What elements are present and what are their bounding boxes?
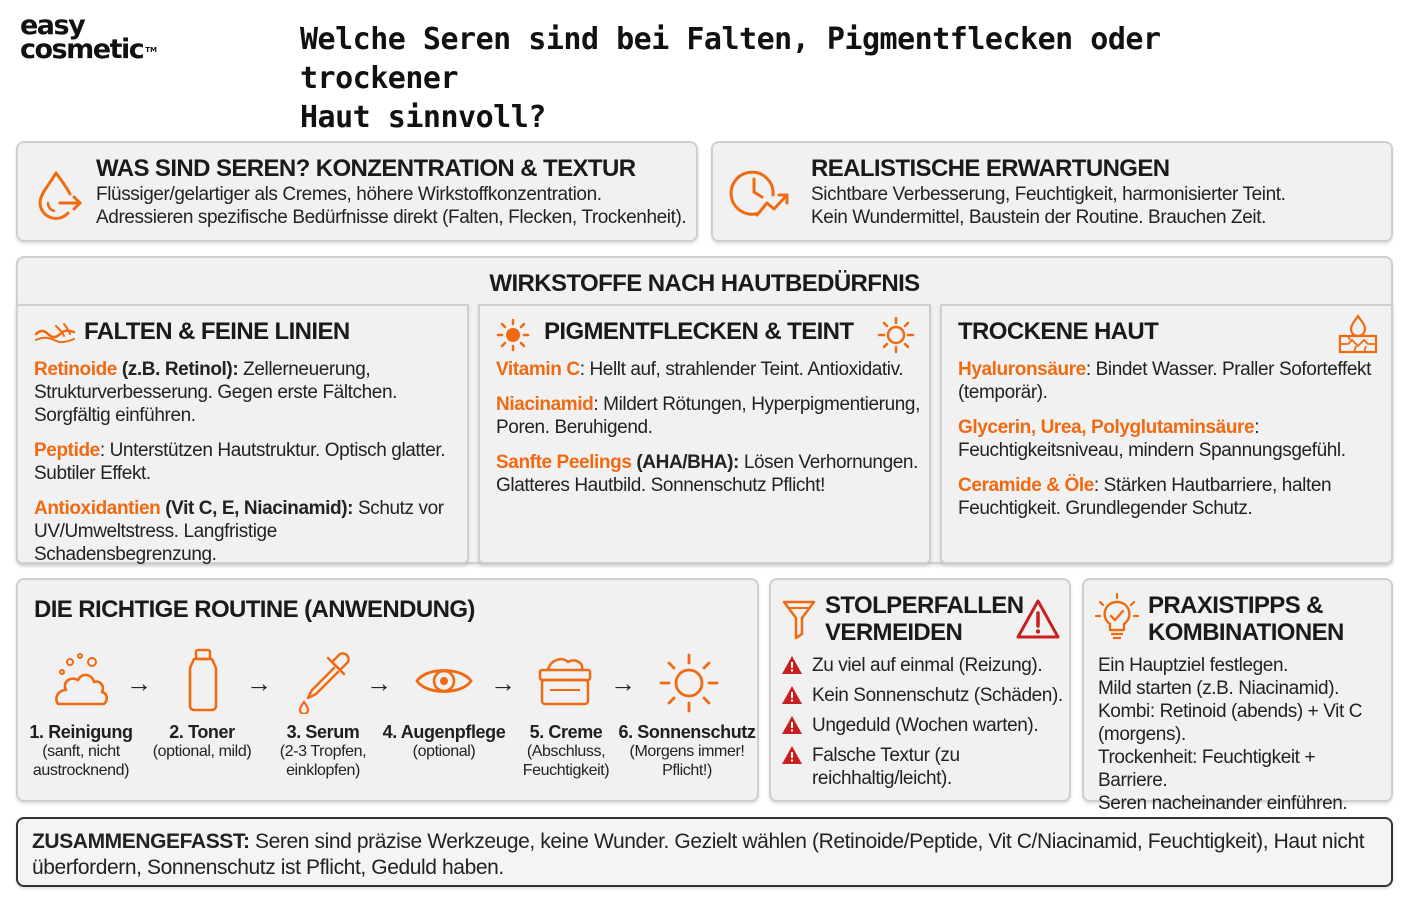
pigment-item-peelings — [496, 451, 926, 497]
active-text: Stärken Hautbarriere, halten Feuchtigkeit. Grundlegender Schutz. — [958, 475, 1332, 519]
tips-heading-line2: KOMBINATIONEN — [1148, 619, 1344, 646]
funnel-icon — [781, 596, 817, 640]
pitfalls-heading-line1: STOLPERFALLEN — [825, 592, 1024, 619]
active-text: Mildert Rötungen, Hyperpigmentierung, Poren. Beruhigend. — [496, 394, 920, 438]
expect-line2: Kein Wundermittel, Baustein der Routine. Brauchen Zeit. — [811, 207, 1267, 228]
routine-step-6 — [616, 722, 758, 780]
pitfall-text: Ungeduld (Wochen warten). — [812, 715, 1039, 736]
step-desc: austrocknend) — [32, 762, 130, 779]
pitfalls-heading-line2: VERMEIDEN — [825, 619, 963, 646]
pigment-item-vitamin-c — [496, 358, 926, 381]
active-extra: (Vit C, E, Niacinamid): — [160, 498, 354, 519]
pigment-heading: PIGMENTFLECKEN & TEINT — [544, 318, 854, 345]
summary-body: Seren sind präzise Werkzeuge, keine Wunder. Gezielt wählen (Retinoide/Peptide, Vit C/Niacinamid, Feuchtigkeit), Haut nicht überfordern, Sonnenschutz ist Pflicht, Geduld haben. — [32, 830, 1365, 879]
step-name: 3. Serum — [286, 722, 360, 742]
active-text: Hellt auf, strahlender Teint. Antioxidativ. — [584, 359, 904, 380]
routine-step-1 — [16, 722, 146, 780]
step-desc: (2-3 Tropfen, — [279, 743, 367, 760]
pigment-panel — [478, 304, 931, 564]
brand-line2 — [20, 34, 195, 65]
step-desc: Pflicht!) — [662, 762, 712, 779]
routine-arrow: → — [366, 668, 392, 698]
step-desc: (sanft, nicht — [42, 743, 120, 760]
active-extra: : — [593, 394, 599, 415]
active-name: Niacinamid — [496, 394, 594, 415]
active-text: Zellerneuerung, Strukturverbesserung. Gegen erste Fältchen. Sorgfältig einführen. — [34, 359, 397, 426]
dry-item-ceramide — [958, 474, 1388, 520]
summary-panel — [16, 817, 1393, 887]
wrinkles-item-peptide — [34, 439, 464, 485]
active-text: Lösen Verhornungen. Glatteres Hautbild. Sonnenschutz Pflicht! — [496, 452, 918, 496]
dry-heading: TROCKENE HAUT — [958, 318, 1159, 345]
sun-small-icon — [496, 318, 530, 352]
pitfall-item — [781, 654, 1066, 677]
wrinkles-item-antioxidantien — [34, 497, 464, 566]
active-name: Retinoide — [34, 359, 117, 380]
warning-icon — [781, 715, 803, 735]
brand-logo — [20, 10, 195, 74]
pitfall-item — [781, 744, 1066, 790]
what-are-serums-panel — [16, 141, 698, 242]
tips-heading — [1148, 592, 1344, 646]
active-name: Sanfte Peelings — [496, 452, 632, 473]
active-extra: : — [99, 440, 105, 461]
expect-heading: REALISTISCHE ERWARTUNGEN — [811, 155, 1170, 182]
what-heading: WAS SIND SEREN? KONZENTRATION & TEXTUR — [96, 155, 636, 182]
step-desc: (optional, mild) — [152, 743, 252, 760]
active-name: Glycerin, Urea, Polyglutaminsäure — [958, 417, 1255, 438]
active-text: Unterstützen Hautstruktur. Optisch glatter. Subtiler Effekt. — [34, 440, 446, 484]
active-extra: (z.B. Retinol): — [116, 359, 239, 380]
title-line2: Haut sinnvoll? — [300, 100, 546, 135]
wrinkles-panel — [16, 304, 469, 564]
tip-line: Ein Hauptziel festlegen. — [1098, 655, 1289, 676]
wrinkles-heading: FALTEN & FEINE LINIEN — [84, 318, 350, 345]
routine-step-5 — [501, 722, 631, 780]
warning-icon — [781, 655, 803, 675]
pitfall-text: Kein Sonnenschutz (Schäden). — [812, 685, 1063, 706]
tip-line: Mild starten (z.B. Niacinamid). — [1098, 678, 1340, 699]
active-text: Schutz vor UV/Umweltstress. Langfristige Schadensbegrenzung. — [34, 498, 444, 565]
active-extra: : — [1085, 359, 1091, 380]
tips-heading-line1: PRAXISTIPPS & — [1148, 592, 1323, 619]
pitfalls-heading — [825, 592, 1023, 646]
step-name: 2. Toner — [169, 722, 235, 742]
what-line2: Adressieren spezifische Bedürfnisse direkt (Falten, Flecken, Trockenheit). — [96, 207, 687, 228]
step-name: 6. Sonnenschutz — [618, 722, 756, 742]
sun-outline-icon — [877, 316, 915, 354]
routine-step-3 — [258, 722, 388, 780]
tips-panel — [1082, 578, 1393, 814]
routine-arrow: → — [610, 668, 636, 698]
trademark: TM — [145, 46, 157, 54]
tip-line: Trockenheit: Feuchtigkeit + Barriere. — [1098, 747, 1316, 791]
dry-item-hyaluron — [958, 358, 1388, 404]
pigment-item-niacinamid — [496, 393, 926, 439]
actives-heading: WIRKSTOFFE NACH HAUTBEDÜRFNIS — [489, 270, 920, 297]
dry-item-glycerin — [958, 416, 1388, 462]
active-extra: : — [579, 359, 585, 380]
active-extra: (AHA/BHA): — [631, 452, 739, 473]
step-name: 4. Augenpflege — [382, 722, 506, 742]
step-name: 1. Reinigung — [29, 722, 133, 742]
wave-lines-icon — [34, 322, 76, 344]
lightbulb-icon — [1094, 592, 1140, 644]
active-text: Bindet Wasser. Praller Sofortеffekt (temporär). — [958, 359, 1371, 403]
wrinkles-item-retinoide — [34, 358, 464, 427]
active-name: Hyaluronsäure — [958, 359, 1086, 380]
tip-line: Seren nacheinander einführen. — [1098, 793, 1348, 814]
expect-line1: Sichtbare Verbesserung, Feuchtigkeit, harmonisierter Teint. — [811, 184, 1286, 205]
routine-panel — [16, 578, 759, 802]
expectations-panel — [711, 141, 1393, 242]
dropper-icon — [296, 650, 352, 714]
routine-heading: DIE RICHTIGE ROUTINE (ANWENDUNG) — [34, 596, 475, 623]
brand-line1: easy — [20, 10, 85, 41]
eye-icon — [414, 662, 474, 700]
brand-line2-text: cosmetic — [20, 34, 144, 65]
cream-jar-icon — [536, 654, 594, 708]
routine-arrow: → — [126, 668, 152, 698]
warning-icon — [781, 745, 803, 765]
active-name: Peptide — [34, 440, 100, 461]
title-line1: Welche Seren sind bei Falten, Pigmentflecken oder trockener — [300, 22, 1161, 96]
drop-arrow-icon — [34, 169, 84, 221]
pitfall-item — [781, 684, 1066, 707]
active-extra: : — [1254, 417, 1260, 438]
tip-line: Kombi: Retinoid (abends) + Vit C (morgens). — [1098, 701, 1363, 745]
active-name: Vitamin C — [496, 359, 580, 380]
step-desc: (Abschluss, — [526, 743, 606, 760]
routine-arrow: → — [490, 668, 516, 698]
dry-skin-panel — [940, 304, 1393, 564]
step-desc: Feuchtigkeit) — [522, 762, 610, 779]
warning-triangle-icon — [1015, 598, 1061, 640]
warning-icon — [781, 685, 803, 705]
foam-icon — [50, 650, 110, 710]
drop-skin-icon — [1336, 312, 1380, 356]
step-name: 5. Creme — [529, 722, 603, 742]
sun-icon — [658, 652, 720, 714]
step-desc: einklopfen) — [286, 762, 360, 779]
pitfall-item — [781, 714, 1066, 737]
active-text: Feuchtigkeitsniveau, mindern Spannungsgefühl. — [958, 440, 1346, 461]
page-title — [300, 20, 1260, 137]
step-desc: (Morgens immer! — [629, 743, 745, 760]
what-line1: Flüssiger/gelartiger als Cremes, höhere Wirkstoffkonzentration. — [96, 184, 602, 205]
summary-label: ZUSAMMENGEFASST: — [32, 830, 250, 853]
routine-arrow: → — [246, 668, 272, 698]
step-desc: (optional) — [412, 743, 476, 760]
bottle-icon — [186, 648, 220, 712]
active-name: Ceramide & Öle — [958, 475, 1094, 496]
clock-trend-icon — [729, 165, 793, 221]
pitfall-text: Zu viel auf einmal (Reizung). — [812, 655, 1043, 676]
routine-step-2 — [137, 722, 267, 761]
active-extra: : — [1093, 475, 1099, 496]
active-name: Antioxidantien — [34, 498, 161, 519]
pitfalls-panel — [769, 578, 1071, 802]
summary-text — [32, 829, 1377, 881]
pitfall-text: Falsche Textur (zu reichhaltig/leicht). — [812, 745, 960, 789]
routine-step-4 — [376, 722, 512, 761]
